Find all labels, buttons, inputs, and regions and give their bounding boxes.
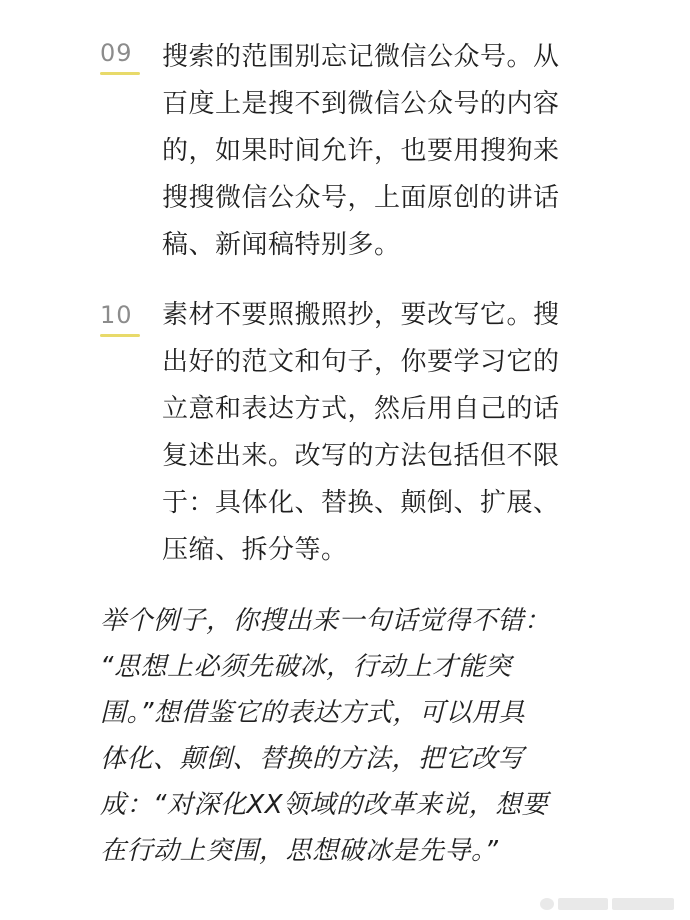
text-line: 素材不要照搬照抄，要改写它。搜 <box>162 300 560 330</box>
watermark-mark <box>612 898 674 910</box>
watermark <box>540 896 676 912</box>
example-line: 在行动上突围，思想破冰是先导。” <box>100 836 499 866</box>
text-line: 百度上是搜不到微信公众号的内容 <box>162 89 560 119</box>
text-line: 出好的范文和句子，你要学习它的 <box>162 347 560 377</box>
item-number: 09 <box>100 39 133 67</box>
text-line: 的，如果时间允许，也要用搜狗来 <box>162 136 560 166</box>
text-line: 稿、新闻稿特别多。 <box>162 230 401 260</box>
example-line: 体化、颠倒、替换的方法，把它改写 <box>100 744 525 774</box>
item-text <box>162 34 632 269</box>
item-number: 10 <box>100 301 133 329</box>
watermark-mark <box>558 898 608 910</box>
text-line: 搜索的范围别忘记微信公众号。从 <box>162 42 560 72</box>
item-number-underline <box>100 72 140 75</box>
text-line: 于：具体化、替换、颠倒、扩展、 <box>162 488 560 518</box>
example-line: 举个例子，你搜出来一句话觉得不错： <box>100 606 551 636</box>
example-line: 成：“对深化XX领域的改革来说，想要 <box>100 790 549 820</box>
example-line: 围。”想借鉴它的表达方式，可以用具 <box>100 698 525 728</box>
item-number-underline <box>100 334 140 337</box>
item-text <box>162 292 632 574</box>
watermark-mark <box>540 898 554 910</box>
example-line: “思想上必须先破冰，行动上才能突 <box>100 652 512 682</box>
text-line: 复述出来。改写的方法包括但不限 <box>162 441 560 471</box>
text-line: 压缩、拆分等。 <box>162 535 348 565</box>
example-paragraph <box>100 598 600 874</box>
text-line: 搜搜微信公众号，上面原创的讲话 <box>162 183 560 213</box>
text-line: 立意和表达方式，然后用自己的话 <box>162 394 560 424</box>
